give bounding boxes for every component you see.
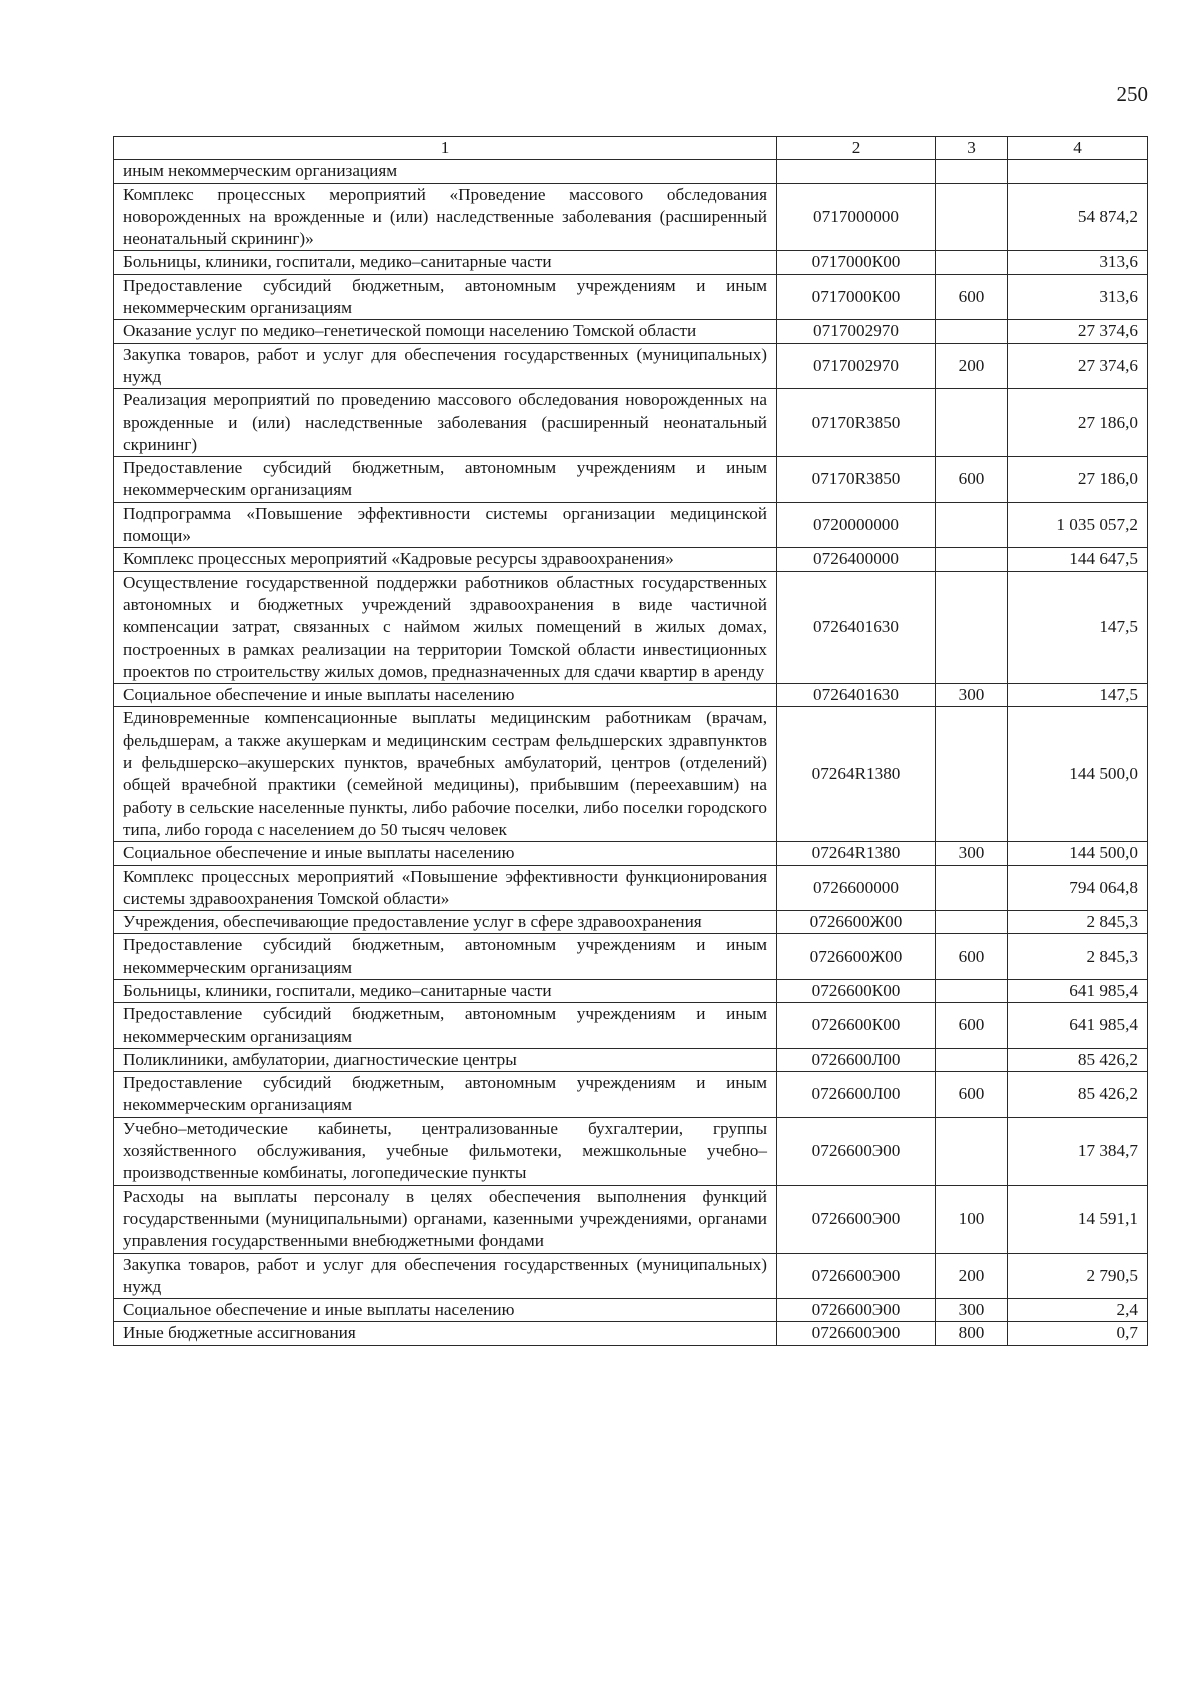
row-name: Социальное обеспечение и иные выплаты населению bbox=[114, 842, 777, 865]
table-row bbox=[114, 502, 1148, 548]
row-code: 0717000000 bbox=[777, 183, 936, 251]
row-name: Подпрограмма «Повышение эффективности системы организации медицинской помощи» bbox=[114, 502, 777, 548]
table-row bbox=[114, 979, 1148, 1002]
row-amount bbox=[1008, 160, 1148, 183]
row-amount: 794 064,8 bbox=[1008, 865, 1148, 911]
row-code: 0726600000 bbox=[777, 865, 936, 911]
row-amount: 27 374,6 bbox=[1008, 320, 1148, 343]
row-name: Предоставление субсидий бюджетным, автономным учреждениям и иным некоммерческим организациям bbox=[114, 934, 777, 980]
row-amount: 641 985,4 bbox=[1008, 979, 1148, 1002]
row-expense-type bbox=[936, 183, 1008, 251]
table-row bbox=[114, 684, 1148, 707]
table-row bbox=[114, 1003, 1148, 1049]
row-name: Оказание услуг по медико–генетической помощи населению Томской области bbox=[114, 320, 777, 343]
row-expense-type bbox=[936, 251, 1008, 274]
row-amount: 641 985,4 bbox=[1008, 1003, 1148, 1049]
row-name: иным некоммерческим организациям bbox=[114, 160, 777, 183]
table-row bbox=[114, 1072, 1148, 1118]
row-name: Предоставление субсидий бюджетным, автономным учреждениям и иным некоммерческим организациям bbox=[114, 274, 777, 320]
row-expense-type bbox=[936, 389, 1008, 457]
row-code: 0726600Э00 bbox=[777, 1185, 936, 1253]
row-amount: 2 845,3 bbox=[1008, 934, 1148, 980]
row-name: Предоставление субсидий бюджетным, автономным учреждениям и иным некоммерческим организациям bbox=[114, 1072, 777, 1118]
row-name: Больницы, клиники, госпитали, медико–санитарные части bbox=[114, 251, 777, 274]
row-amount: 85 426,2 bbox=[1008, 1072, 1148, 1118]
table-row bbox=[114, 1048, 1148, 1071]
row-name: Предоставление субсидий бюджетным, автономным учреждениям и иным некоммерческим организациям bbox=[114, 1003, 777, 1049]
row-amount: 147,5 bbox=[1008, 571, 1148, 683]
row-amount: 27 186,0 bbox=[1008, 457, 1148, 503]
row-expense-type: 600 bbox=[936, 1072, 1008, 1118]
row-amount: 1 035 057,2 bbox=[1008, 502, 1148, 548]
table-row bbox=[114, 183, 1148, 251]
column-header-2: 2 bbox=[777, 137, 936, 160]
row-name: Единовременные компенсационные выплаты медицинским работникам (врачам, фельдшерам, а также акушеркам и медицинским сестрам фельдшерских здравпунктов и фельдшерско–акушерских пунктов, врачебных амбулаторий, центров (отделений) общей врачебной практики (семейной медицины), прибывшим (переехавшим) на работу в сельские населенные пункты, либо рабочие поселки, либо поселки городского типа, либо города с населением до 50 тысяч человек bbox=[114, 707, 777, 842]
row-code bbox=[777, 160, 936, 183]
row-expense-type bbox=[936, 160, 1008, 183]
row-expense-type: 600 bbox=[936, 274, 1008, 320]
row-amount: 2 845,3 bbox=[1008, 911, 1148, 934]
row-amount: 144 500,0 bbox=[1008, 707, 1148, 842]
row-code: 0717000К00 bbox=[777, 274, 936, 320]
row-expense-type: 600 bbox=[936, 934, 1008, 980]
table-row bbox=[114, 1299, 1148, 1322]
table-row bbox=[114, 320, 1148, 343]
table-header-row bbox=[114, 137, 1148, 160]
row-amount: 147,5 bbox=[1008, 684, 1148, 707]
row-name: Иные бюджетные ассигнования bbox=[114, 1322, 777, 1345]
table-row bbox=[114, 1322, 1148, 1345]
row-name: Комплекс процессных мероприятий «Проведение массового обследования новорожденных на врожденные и (или) наследственные заболевания (расширенный неонатальный скрининг)» bbox=[114, 183, 777, 251]
row-expense-type: 200 bbox=[936, 343, 1008, 389]
row-amount: 0,7 bbox=[1008, 1322, 1148, 1345]
column-header-3: 3 bbox=[936, 137, 1008, 160]
column-header-1: 1 bbox=[114, 137, 777, 160]
row-amount: 2,4 bbox=[1008, 1299, 1148, 1322]
row-expense-type bbox=[936, 320, 1008, 343]
row-expense-type: 300 bbox=[936, 1299, 1008, 1322]
row-amount: 313,6 bbox=[1008, 274, 1148, 320]
row-code: 07170R3850 bbox=[777, 457, 936, 503]
row-code: 07264R1380 bbox=[777, 707, 936, 842]
row-code: 0726600Л00 bbox=[777, 1072, 936, 1118]
row-expense-type bbox=[936, 911, 1008, 934]
row-code: 0726600Ж00 bbox=[777, 911, 936, 934]
row-name: Реализация мероприятий по проведению массового обследования новорожденных на врожденные и (или) наследственные заболевания (расширенный неонатальный скрининг) bbox=[114, 389, 777, 457]
row-code: 0726600Э00 bbox=[777, 1299, 936, 1322]
row-amount: 17 384,7 bbox=[1008, 1117, 1148, 1185]
row-expense-type: 300 bbox=[936, 684, 1008, 707]
column-header-4: 4 bbox=[1008, 137, 1148, 160]
row-name: Социальное обеспечение и иные выплаты населению bbox=[114, 1299, 777, 1322]
table-row bbox=[114, 1253, 1148, 1299]
row-expense-type: 600 bbox=[936, 1003, 1008, 1049]
row-expense-type: 600 bbox=[936, 457, 1008, 503]
row-name: Учреждения, обеспечивающие предоставление услуг в сфере здравоохранения bbox=[114, 911, 777, 934]
row-amount: 144 500,0 bbox=[1008, 842, 1148, 865]
table-row bbox=[114, 911, 1148, 934]
row-name: Закупка товаров, работ и услуг для обеспечения государственных (муниципальных) нужд bbox=[114, 343, 777, 389]
row-code: 0726400000 bbox=[777, 548, 936, 571]
row-amount: 85 426,2 bbox=[1008, 1048, 1148, 1071]
row-expense-type bbox=[936, 707, 1008, 842]
row-amount: 2 790,5 bbox=[1008, 1253, 1148, 1299]
table-row bbox=[114, 160, 1148, 183]
table-row bbox=[114, 707, 1148, 842]
row-name: Осуществление государственной поддержки работников областных государственных автономных и бюджетных учреждений здравоохранения в виде частичной компенсации затрат, связанных с наймом жилых помещений в жилых домах, построенных в рамках реализации на территории Томской области инвестиционных проектов по строительству жилых домов, предназначенных для сдачи квартир в аренду bbox=[114, 571, 777, 683]
row-amount: 14 591,1 bbox=[1008, 1185, 1148, 1253]
row-code: 0726600Э00 bbox=[777, 1117, 936, 1185]
row-name: Больницы, клиники, госпитали, медико–санитарные части bbox=[114, 979, 777, 1002]
row-code: 0717000К00 bbox=[777, 251, 936, 274]
row-amount: 54 874,2 bbox=[1008, 183, 1148, 251]
table-row bbox=[114, 389, 1148, 457]
row-expense-type: 800 bbox=[936, 1322, 1008, 1345]
row-code: 0726401630 bbox=[777, 571, 936, 683]
row-code: 07264R1380 bbox=[777, 842, 936, 865]
row-code: 0726401630 bbox=[777, 684, 936, 707]
row-amount: 27 374,6 bbox=[1008, 343, 1148, 389]
row-amount: 27 186,0 bbox=[1008, 389, 1148, 457]
table-row bbox=[114, 842, 1148, 865]
row-expense-type bbox=[936, 979, 1008, 1002]
row-expense-type bbox=[936, 548, 1008, 571]
row-code: 0726600Э00 bbox=[777, 1322, 936, 1345]
row-name: Комплекс процессных мероприятий «Повышение эффективности функционирования системы здравоохранения Томской области» bbox=[114, 865, 777, 911]
table-row bbox=[114, 251, 1148, 274]
row-expense-type: 100 bbox=[936, 1185, 1008, 1253]
page-number: 250 bbox=[1116, 82, 1148, 106]
row-expense-type bbox=[936, 865, 1008, 911]
table-row bbox=[114, 1117, 1148, 1185]
table-row bbox=[114, 571, 1148, 683]
table-row bbox=[114, 457, 1148, 503]
row-amount: 144 647,5 bbox=[1008, 548, 1148, 571]
row-code: 0726600Э00 bbox=[777, 1253, 936, 1299]
row-code: 0726600К00 bbox=[777, 979, 936, 1002]
row-code: 0726600К00 bbox=[777, 1003, 936, 1049]
row-expense-type bbox=[936, 571, 1008, 683]
row-name: Закупка товаров, работ и услуг для обеспечения государственных (муниципальных) нужд bbox=[114, 1253, 777, 1299]
row-amount: 313,6 bbox=[1008, 251, 1148, 274]
row-expense-type bbox=[936, 1048, 1008, 1071]
row-name: Комплекс процессных мероприятий «Кадровые ресурсы здравоохранения» bbox=[114, 548, 777, 571]
row-expense-type bbox=[936, 502, 1008, 548]
row-expense-type: 200 bbox=[936, 1253, 1008, 1299]
row-expense-type bbox=[936, 1117, 1008, 1185]
table-row bbox=[114, 343, 1148, 389]
table-row bbox=[114, 1185, 1148, 1253]
row-name: Расходы на выплаты персоналу в целях обеспечения выполнения функций государственными (муниципальными) органами, казенными учреждениями, органами управления государственными внебюджетными фондами bbox=[114, 1185, 777, 1253]
row-name: Поликлиники, амбулатории, диагностические центры bbox=[114, 1048, 777, 1071]
row-code: 07170R3850 bbox=[777, 389, 936, 457]
row-name: Предоставление субсидий бюджетным, автономным учреждениям и иным некоммерческим организациям bbox=[114, 457, 777, 503]
row-code: 0726600Л00 bbox=[777, 1048, 936, 1071]
row-code: 0726600Ж00 bbox=[777, 934, 936, 980]
table-row bbox=[114, 865, 1148, 911]
table-row bbox=[114, 934, 1148, 980]
table-row bbox=[114, 274, 1148, 320]
row-name: Социальное обеспечение и иные выплаты населению bbox=[114, 684, 777, 707]
budget-table bbox=[113, 136, 1148, 1346]
row-code: 0717002970 bbox=[777, 320, 936, 343]
row-expense-type: 300 bbox=[936, 842, 1008, 865]
row-name: Учебно–методические кабинеты, централизованные бухгалтерии, группы хозяйственного обслуживания, учебные фильмотеки, межшкольные учебно–производственные комбинаты, логопедические пункты bbox=[114, 1117, 777, 1185]
row-code: 0717002970 bbox=[777, 343, 936, 389]
row-code: 0720000000 bbox=[777, 502, 936, 548]
table-row bbox=[114, 548, 1148, 571]
